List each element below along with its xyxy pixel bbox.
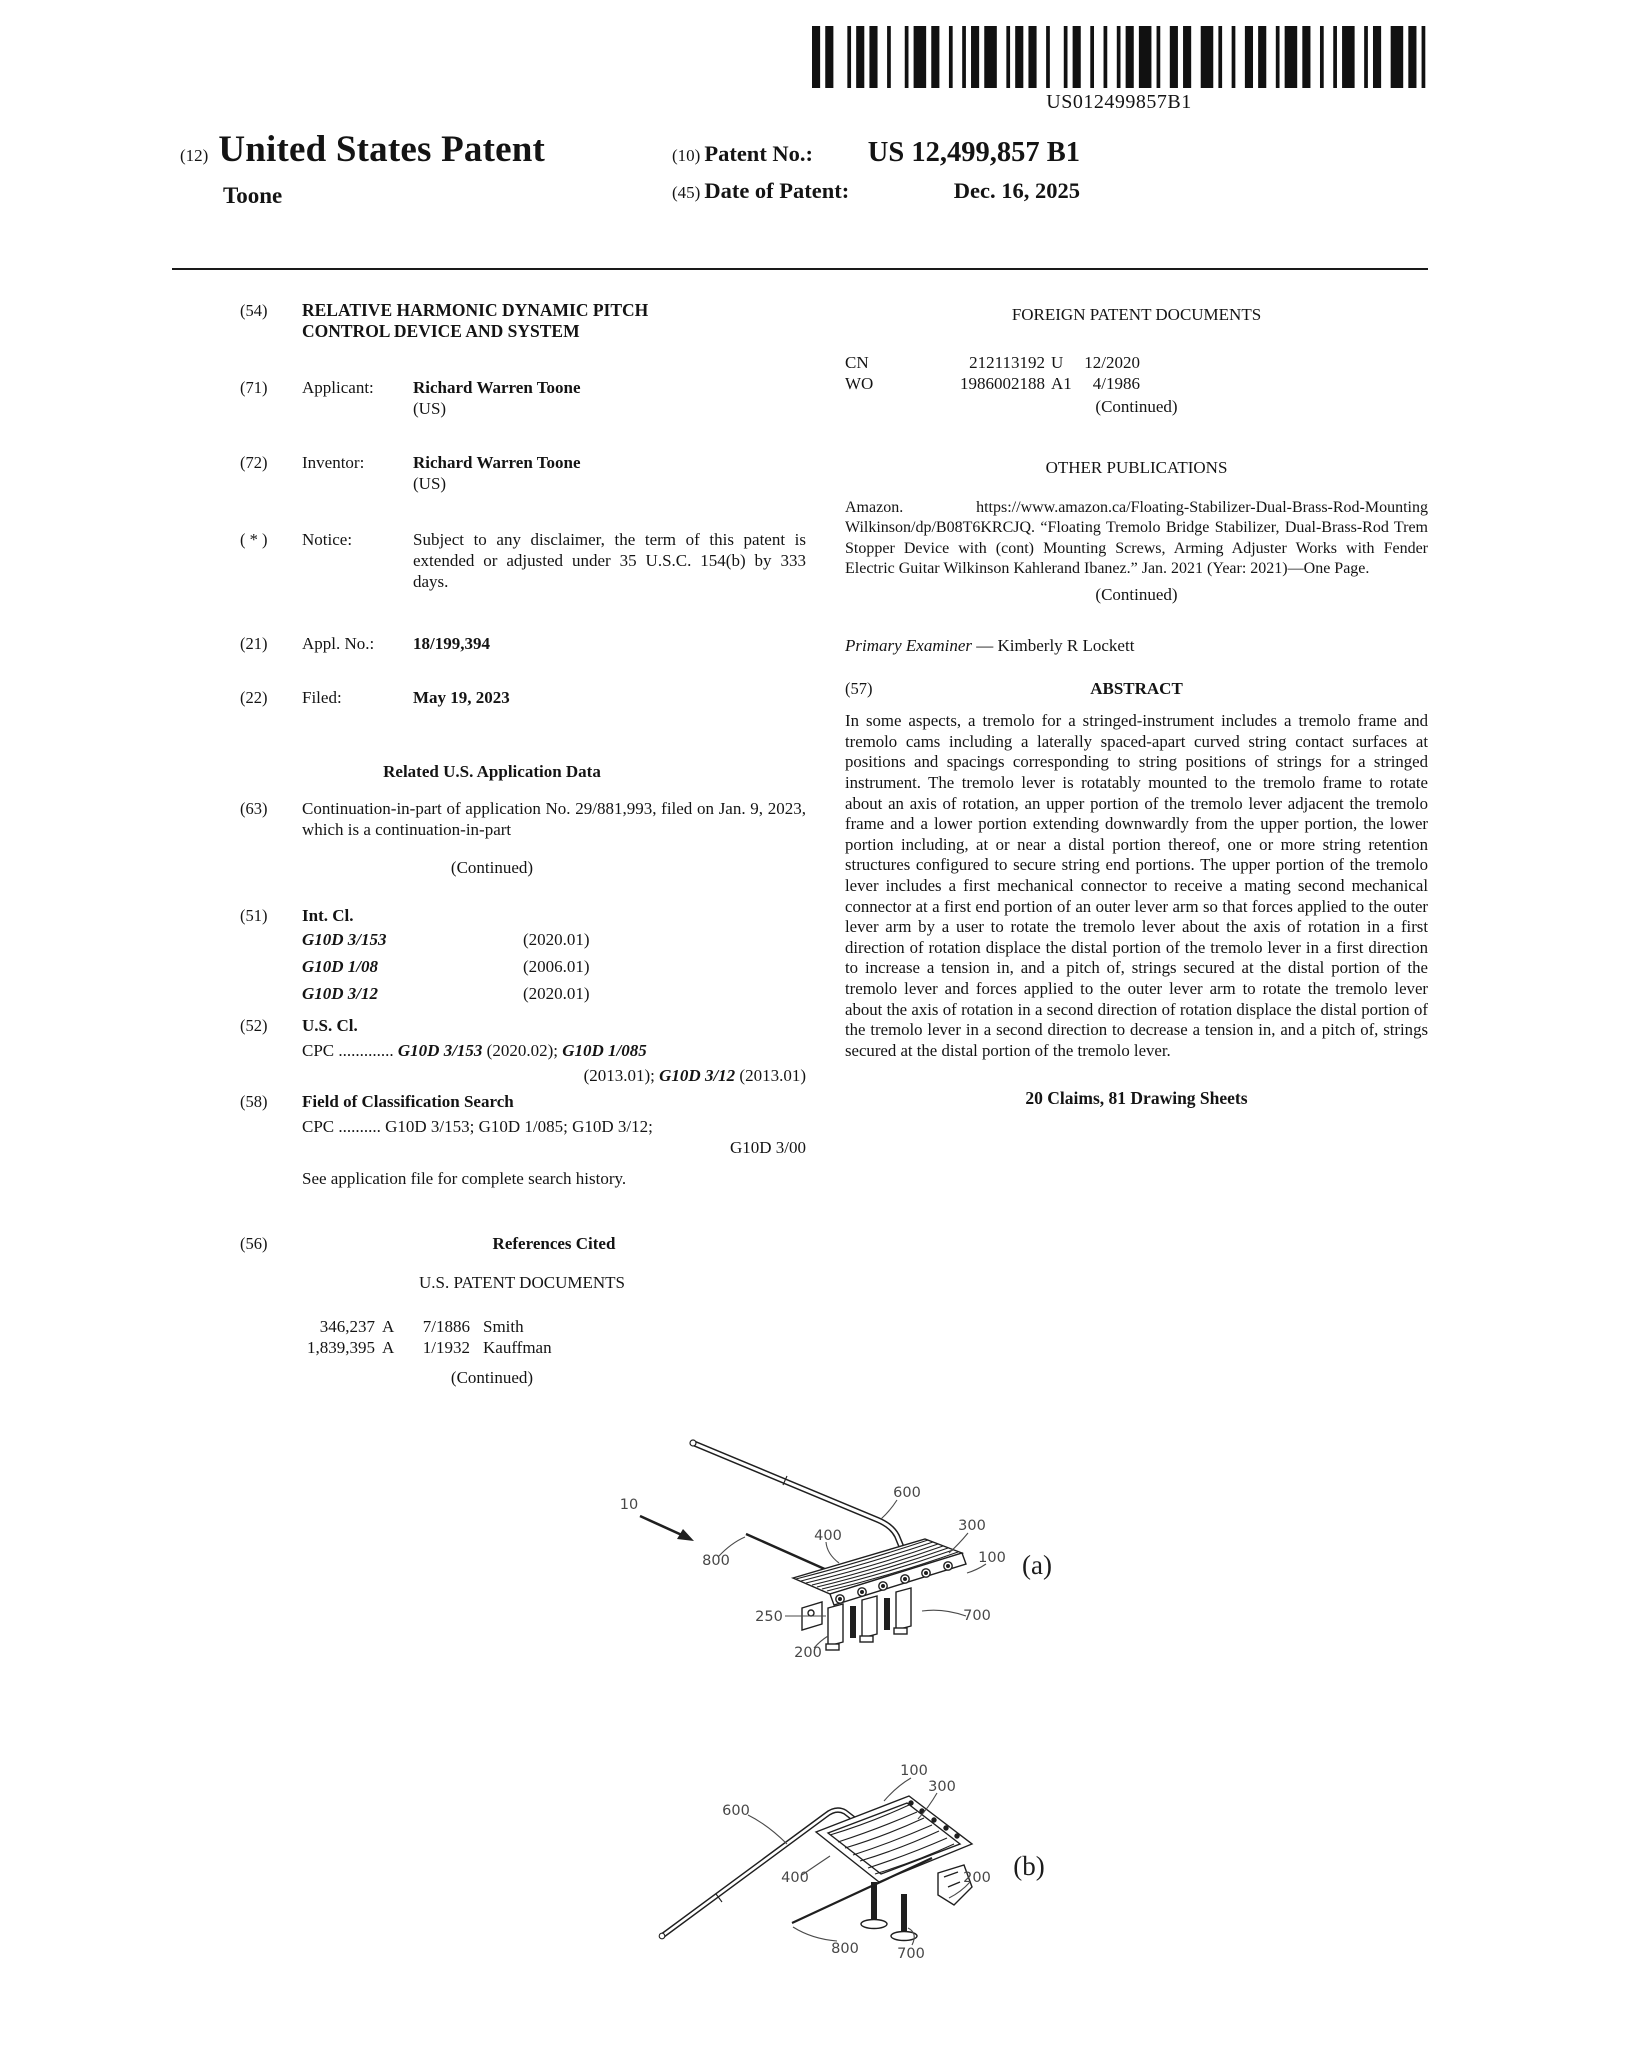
fig-a-ref-800: 800	[702, 1553, 730, 1569]
cpc-code: G10D 3/153	[397, 1041, 483, 1060]
class-code: G10D 3/12	[302, 984, 379, 1003]
cited-patent-date: 1/1932	[422, 1338, 470, 1357]
fig-a-ref-arrow	[640, 1516, 694, 1541]
notice-tag: ( * )	[240, 530, 268, 549]
fig-a-ref-100: 100	[978, 1550, 1006, 1566]
document-kind	[180, 128, 545, 171]
inventor-label: Inventor:	[302, 453, 365, 472]
title-tag: (54)	[240, 301, 268, 320]
references-section	[178, 1233, 806, 1254]
cited-patent-kind: A	[382, 1338, 395, 1357]
foreign-row-spacer	[1140, 352, 1428, 373]
examiner-name: — Kimberly R Lockett	[976, 636, 1135, 656]
fig-b-ref-600: 600	[722, 1803, 750, 1819]
fig-a-ref-400: 400	[814, 1528, 842, 1544]
int-cl-row	[302, 953, 806, 980]
int-cl-label: Int. Cl.	[302, 906, 354, 925]
field-search-line2: G10D 3/00	[729, 1138, 806, 1157]
foreign-doc-rows	[845, 352, 1428, 394]
abstract-text: In some aspects, a tremolo for a stringed-instrument includes a tremolo frame and tremolo cams including a laterally spaced-apart curved string contact surfaces at positions and spacings corresponding to string positions of strings for a stringed instrument. The tremolo lever is rotatably mounted to the tremolo frame to rotate about an axis of rotation, an upper portion of the tremolo lever adjacent the tremolo frame and a lower portion extending downwardly from the upper portion, the lower portion including, at or near a distal portion thereof, one or more string retention structures configured to secure string end portions. The upper portion of the tremolo lever includes a first mechanical connector to receive a mating second mechanical connector at a first end portion of an outer lever arm so that forces applied to the outer lever arm by a user to rotate the tremolo lever about the axis of rotation in a first direction of rotation displace the distal portion of the tremolo lever in a first direction to increase a tension in, and a pitch of, strings secured at the distal portion of the tremolo lever and forces applied to the outer lever arm to rotate the tremolo lever about the axis of rotation in a second direction of rotation displace the distal portion of the tremolo lever in a second direction to decrease a tension in, and a pitch of, strings secured at the distal portion of the tremolo lever.	[845, 711, 1428, 1060]
foreign-country: WO	[845, 374, 874, 393]
foreign-number: 1986002188	[960, 374, 1045, 393]
field-search-label: Field of Classification Search	[302, 1092, 514, 1111]
applicant-section	[178, 377, 806, 419]
applicant-country: (US)	[413, 399, 447, 418]
inventor-section	[178, 452, 806, 494]
references-continued: (Continued)	[450, 1368, 534, 1387]
applicant-name: Richard Warren Toone	[413, 378, 581, 397]
class-code: G10D 3/153	[302, 930, 387, 949]
patent-number-row	[672, 137, 1080, 169]
examiner-label: Primary Examiner	[845, 636, 973, 656]
cited-patent-name: Smith	[483, 1317, 524, 1336]
header-divider	[172, 268, 1428, 270]
int-cl-rows	[302, 926, 806, 1007]
abstract-heading-row	[845, 678, 1428, 699]
other-publications-continued: (Continued)	[1095, 585, 1178, 605]
applicant-label: Applicant:	[302, 378, 374, 397]
fig-a-ref-200: 200	[794, 1645, 822, 1661]
int-cl-tag: (51)	[240, 906, 268, 925]
int-cl-section	[178, 905, 806, 926]
fig-a-ref-300: 300	[958, 1518, 986, 1534]
fig-a-ref-700: 700	[963, 1608, 991, 1624]
fig-b-ref-700: 700	[897, 1946, 925, 1962]
related-continued: (Continued)	[450, 858, 534, 877]
us-cl-tag: (52)	[240, 1016, 268, 1035]
right-column	[845, 292, 1428, 1109]
us-patent-docs-heading: U.S. PATENT DOCUMENTS	[419, 1273, 625, 1292]
inventor-tag: (72)	[240, 453, 268, 472]
patent-figure-a	[540, 1412, 1110, 1757]
date-label: Date of Patent:	[704, 178, 850, 203]
fig-b-ref-400: 400	[781, 1870, 809, 1886]
related-tag: (63)	[240, 799, 268, 818]
references-tag: (56)	[240, 1234, 268, 1253]
patent-date-label	[672, 178, 849, 204]
appl-value: 18/199,394	[413, 634, 490, 653]
class-code: G10D 1/08	[302, 957, 379, 976]
class-year: (2020.01)	[523, 984, 590, 1003]
other-publications-text: Amazon. https://www.amazon.ca/Floating-Stabilizer-Dual-Brass-Rod-Mounting Wilkinson/dp/B08T6KRCJQ. “Floating Tremolo Bridge Stabilizer, Dual-Brass-Rod Trem Stopper Device with (cont) Mounting Screws, Arming Adjuster Works with Fender Electric Guitar Wilkinson Kahlerand Ibanez.” Jan. 2021 (Year: 2021)—One Page.	[845, 499, 1428, 577]
abstract-tag: (57)	[845, 679, 873, 699]
inventor-surname: Toone	[223, 183, 283, 208]
foreign-country: CN	[845, 353, 869, 372]
primary-examiner-line	[845, 635, 1428, 656]
header-right	[672, 137, 1080, 204]
class-year: (2020.01)	[523, 930, 590, 949]
fig-b-ref-100: 100	[900, 1763, 928, 1779]
related-text: Continuation-in-part of application No. 29/881,993, filed on Jan. 9, 2023, which is a continuation-in-part	[302, 799, 806, 839]
fig-a-ref-10: 10	[619, 1497, 639, 1513]
notice-label: Notice:	[302, 530, 353, 549]
date-tag: (45)	[672, 183, 701, 202]
patent-no-tag: (10)	[672, 146, 701, 165]
inventor-name: Richard Warren Toone	[413, 453, 581, 472]
fig-b-ref-200: 200	[963, 1870, 991, 1886]
us-patent-rows	[178, 1316, 806, 1358]
us-patent-row	[238, 1337, 806, 1358]
class-year: (2006.01)	[523, 957, 590, 976]
us-patent-row	[238, 1316, 806, 1337]
filed-section	[178, 687, 806, 708]
related-data-section	[178, 798, 806, 840]
application-number-section	[178, 633, 806, 654]
cpc-code: G10D 3/12	[659, 1066, 736, 1085]
patent-number-label	[672, 141, 813, 167]
fig-a-caption: (a)	[1022, 1550, 1052, 1580]
field-search-tag: (58)	[240, 1092, 268, 1111]
cited-patent-date: 7/1886	[422, 1317, 470, 1336]
field-search-note: See application file for complete search history.	[302, 1169, 627, 1188]
cited-patent-name: Kauffman	[483, 1338, 552, 1357]
filed-label: Filed:	[302, 688, 342, 707]
fig-b-bridge-body	[816, 1796, 972, 1941]
abstract-heading: ABSTRACT	[1090, 679, 1183, 699]
cpc-year: (2013.01)	[739, 1066, 806, 1085]
filed-tag: (22)	[240, 688, 268, 707]
cpc-year: (2013.01);	[583, 1066, 655, 1085]
fig-a-ref-600: 600	[893, 1485, 921, 1501]
barcode-text: US012499857B1	[1046, 91, 1192, 113]
barcode-block	[812, 26, 1426, 114]
page-title: United States Patent	[218, 129, 546, 170]
appl-tag: (21)	[240, 634, 268, 653]
cpc-year: (2020.02);	[486, 1041, 558, 1060]
foreign-kind: U	[1051, 353, 1064, 372]
foreign-doc-row	[845, 373, 1428, 394]
invention-title: RELATIVE HARMONIC DYNAMIC PITCH CONTROL DEVICE AND SYSTEM	[302, 300, 649, 341]
foreign-continued: (Continued)	[1095, 397, 1178, 416]
applicant-tag: (71)	[240, 378, 268, 397]
patent-date-value: Dec. 16, 2025	[953, 178, 1080, 203]
int-cl-row	[302, 980, 806, 1007]
notice-text: Subject to any disclaimer, the term of this patent is extended or adjusted under 35 U.S.C. 154(b) by 333 days.	[413, 530, 806, 591]
claims-drawing-sheets-line: 20 Claims, 81 Drawing Sheets	[1025, 1088, 1248, 1109]
inventor-value	[413, 452, 806, 494]
foreign-doc-row	[845, 352, 1428, 373]
inventor-country: (US)	[413, 474, 447, 493]
cited-patent-kind: A	[382, 1317, 395, 1336]
fig-a-ref-250: 250	[755, 1609, 783, 1625]
foreign-number: 212113192	[969, 353, 1045, 372]
related-data-heading: Related U.S. Application Data	[383, 762, 601, 781]
cited-patent-number: 1,839,395	[307, 1338, 375, 1357]
foreign-kind: A1	[1051, 374, 1072, 393]
barcode-icon	[812, 26, 1426, 88]
fig-b-ref-300: 300	[928, 1779, 956, 1795]
fig-a-bridge-body	[793, 1539, 966, 1650]
field-search-line1: CPC .......... G10D 3/153; G10D 1/085; G10D 3/12;	[302, 1117, 653, 1136]
us-cl-cpc-line2	[178, 1065, 806, 1086]
patent-number-value: US 12,499,857 B1	[867, 137, 1080, 168]
us-cl-label: U.S. Cl.	[302, 1016, 358, 1035]
cpc-code: G10D 1/085	[562, 1041, 647, 1060]
foreign-row-spacer	[1140, 373, 1428, 394]
foreign-date: 4/1986	[1092, 374, 1140, 393]
figure-b-drawing	[540, 1755, 1110, 2060]
cited-patent-number: 346,237	[319, 1317, 375, 1336]
patent-date-row	[672, 178, 1080, 204]
figure-a-drawing	[540, 1412, 1110, 1757]
foreign-docs-heading: FOREIGN PATENT DOCUMENTS	[1011, 305, 1262, 324]
other-publications-heading: OTHER PUBLICATIONS	[1045, 458, 1228, 477]
patent-figure-b	[540, 1755, 1110, 2060]
filed-value: May 19, 2023	[413, 688, 510, 707]
patent-no-label: Patent No.:	[704, 141, 814, 166]
int-cl-row	[302, 926, 806, 953]
applicant-value	[413, 377, 806, 419]
fig-b-caption: (b)	[1013, 1851, 1045, 1881]
references-heading: References Cited	[492, 1234, 616, 1253]
us-cl-section	[178, 1015, 806, 1036]
us-cl-cpc-line1	[302, 1040, 806, 1061]
appl-label: Appl. No.:	[302, 634, 375, 653]
notice-section	[178, 529, 806, 592]
kind-tag: (12)	[180, 146, 209, 165]
fig-b-ref-800: 800	[831, 1941, 859, 1957]
field-search-section	[178, 1091, 806, 1112]
fig-a-lever-arm	[690, 1440, 904, 1553]
cpc-prefix: CPC .............	[302, 1041, 394, 1060]
foreign-date: 12/2020	[1084, 353, 1140, 372]
left-column	[178, 292, 806, 1388]
title-section	[178, 300, 806, 342]
